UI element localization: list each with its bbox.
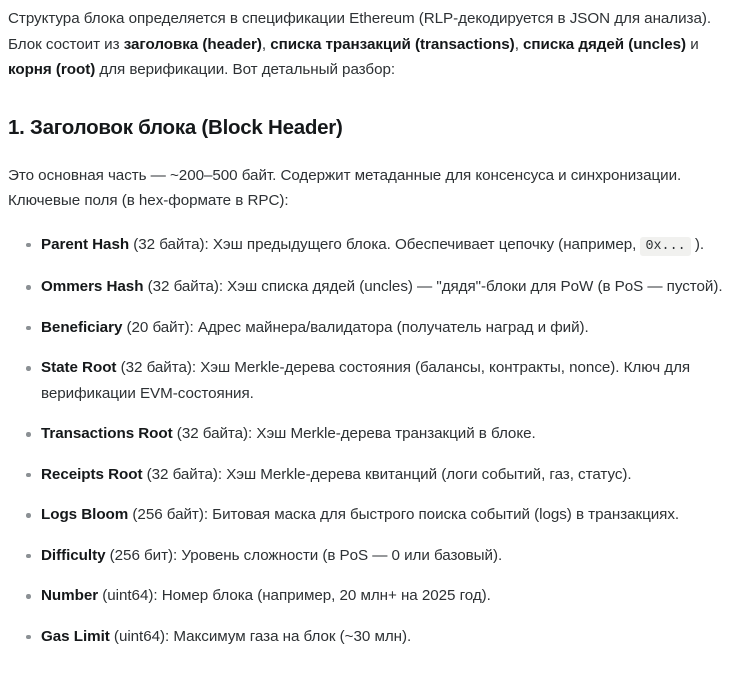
- bullet-dot-icon: [26, 594, 31, 599]
- field-description: (256 байт): Битовая маска для быстрого поиска событий (logs) в транзакциях.: [128, 506, 680, 523]
- list-item: [8, 624, 740, 650]
- inline-code-hex-prefix: 0x...: [640, 237, 690, 256]
- field-description: (uint64): Номер блока (например, 20 млн+ на 2025 год).: [98, 587, 491, 604]
- field-term: Gas Limit: [41, 627, 110, 645]
- list-item: [8, 583, 740, 609]
- intro-text-3: ,: [514, 35, 524, 53]
- bullet-dot-icon: [26, 554, 31, 559]
- field-term: Number: [41, 587, 99, 604]
- list-item: [8, 232, 740, 260]
- section-heading-block-header: 1. Заголовок блока (Block Header): [8, 115, 343, 139]
- section-lead-paragraph: Это основная часть — ~200–500 байт. Содержит метаданные для консенсуса и синхронизации. Ключевые поля (в hex-формате в RPC):: [8, 166, 682, 209]
- field-term: Difficulty: [41, 546, 106, 564]
- field-description: (256 бит): Уровень сложности (в PoS — 0 или базовый).: [105, 546, 503, 564]
- intro-emphasis-uncles: списка дядей (uncles): [523, 35, 687, 53]
- field-description-after-code: ).: [690, 235, 705, 253]
- bullet-dot-icon: [26, 473, 31, 478]
- list-item: [8, 502, 740, 528]
- intro-text-1: Структура блока определяется в спецификации Ethereum (RLP-декодируется в JSON для анализа). Блок состоит из: [8, 10, 712, 53]
- field-term: Parent Hash: [41, 235, 130, 253]
- intro-text-5: для верификации. Вот детальный разбор:: [95, 61, 396, 78]
- bullet-dot-icon: [26, 326, 31, 331]
- bullet-dot-icon: [26, 243, 31, 248]
- field-term: Logs Bloom: [41, 506, 129, 523]
- field-description: (32 байта): Хэш Merkle-дерева состояния (балансы, контракты, nonce). Ключ для верификации EVM-состояния.: [41, 359, 691, 402]
- field-term: Beneficiary: [41, 318, 123, 336]
- intro-emphasis-transactions: списка транзакций (transactions): [270, 35, 515, 53]
- field-term: State Root: [41, 359, 117, 376]
- field-term: Receipts Root: [41, 465, 143, 483]
- list-item: [8, 543, 740, 569]
- intro-emphasis-header: заголовка (header): [123, 35, 262, 53]
- field-description: (32 байта): Хэш списка дядей (uncles) — "дядя"-блоки для PoW (в PoS — пустой).: [143, 278, 723, 295]
- field-term: Ommers Hash: [41, 278, 144, 295]
- list-item: [8, 421, 740, 447]
- header-fields-list: [8, 232, 740, 650]
- field-description: (32 байта): Хэш Merkle-дерева транзакций в блоке.: [172, 425, 536, 442]
- intro-text-2: ,: [261, 35, 271, 53]
- field-description-before-code: (32 байта): Хэш предыдущего блока. Обеспечивает цепочку (например,: [129, 235, 641, 253]
- list-item: [8, 274, 740, 300]
- intro-emphasis-root: корня (root): [8, 61, 96, 78]
- bullet-dot-icon: [26, 513, 31, 518]
- field-description: (20 байт): Адрес майнера/валидатора (получатель наград и фий).: [122, 318, 589, 336]
- list-item: [8, 315, 740, 341]
- intro-text-4: и: [686, 35, 699, 53]
- bullet-dot-icon: [26, 285, 31, 290]
- field-description: (uint64): Максимум газа на блок (~30 млн).: [109, 627, 412, 645]
- bullet-dot-icon: [26, 366, 31, 371]
- bullet-dot-icon: [26, 635, 31, 640]
- list-item: [8, 462, 740, 488]
- list-item: [8, 355, 740, 406]
- field-description: (32 байта): Хэш Merkle-дерева квитанций (логи событий, газ, статус).: [142, 465, 632, 483]
- intro-paragraph: [8, 6, 740, 83]
- field-term: Transactions Root: [41, 425, 173, 442]
- bullet-dot-icon: [26, 432, 31, 437]
